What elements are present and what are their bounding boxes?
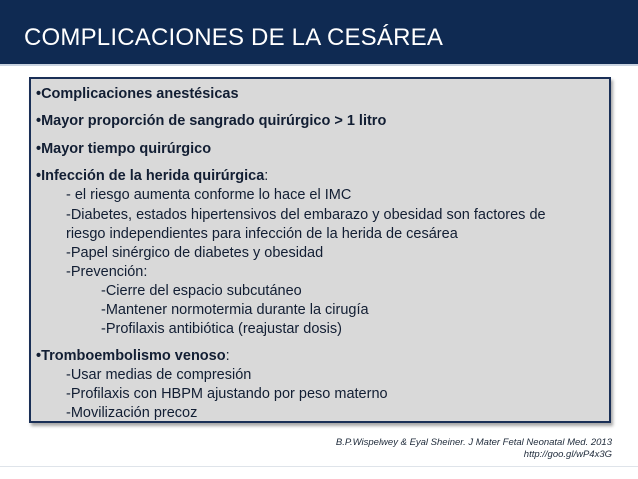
- tromb-item-compression: -Usar medias de compresión: [66, 367, 252, 383]
- slide-title: COMPLICACIONES DE LA CESÁREA: [24, 24, 444, 51]
- citation-link[interactable]: http://goo.gl/wP4x3G: [523, 449, 612, 460]
- prevention-item-closure: -Cierre del espacio subcutáneo: [101, 283, 302, 299]
- bullet-anesthetic-complications: •Complicaciones anestésicas: [36, 86, 239, 102]
- sub-item-risk-factors: -Diabetes, estados hipertensivos del embarazo y obesidad son factores de: [66, 207, 546, 223]
- sub-item-synergy: -Papel sinérgico de diabetes y obesidad: [66, 245, 324, 261]
- wound-infection-heading: •Infección de la herida quirúrgica: [36, 168, 265, 184]
- prevention-item-normothermia: -Mantener normotermia durante la cirugía: [101, 302, 369, 318]
- citation-reference: B.P.Wispelwey & Eyal Sheiner. J Mater Fetal Neonatal Med. 2013: [335, 437, 612, 448]
- thromboembolism-heading: •Tromboembolismo venoso: [36, 348, 226, 364]
- sub-item-risk-factors-cont: riesgo independientes para infección de la herida de cesárea: [66, 226, 458, 242]
- footer-divider: [0, 466, 638, 467]
- bullet-thromboembolism: [36, 347, 230, 365]
- sub-item-prevention: -Prevención:: [66, 264, 148, 280]
- prevention-item-antibiotic: -Profilaxis antibiótica (reajustar dosis): [101, 321, 342, 337]
- bullet-wound-infection: [36, 167, 268, 185]
- slide-header: [0, 0, 638, 64]
- thromboembolism-colon: :: [225, 348, 230, 364]
- citation: [336, 437, 612, 461]
- sub-item-bmi-risk: - el riesgo aumenta conforme lo hace el IMC: [66, 187, 352, 203]
- tromb-item-hbpm: -Profilaxis con HBPM ajustando por peso materno: [66, 386, 388, 402]
- bullet-bleeding: •Mayor proporción de sangrado quirúrgico > 1 litro: [36, 113, 387, 129]
- header-divider: [0, 64, 638, 66]
- tromb-item-mobilization: -Movilización precoz: [66, 405, 198, 421]
- bullet-surgical-time: •Mayor tiempo quirúrgico: [36, 141, 212, 157]
- wound-infection-colon: :: [264, 168, 269, 184]
